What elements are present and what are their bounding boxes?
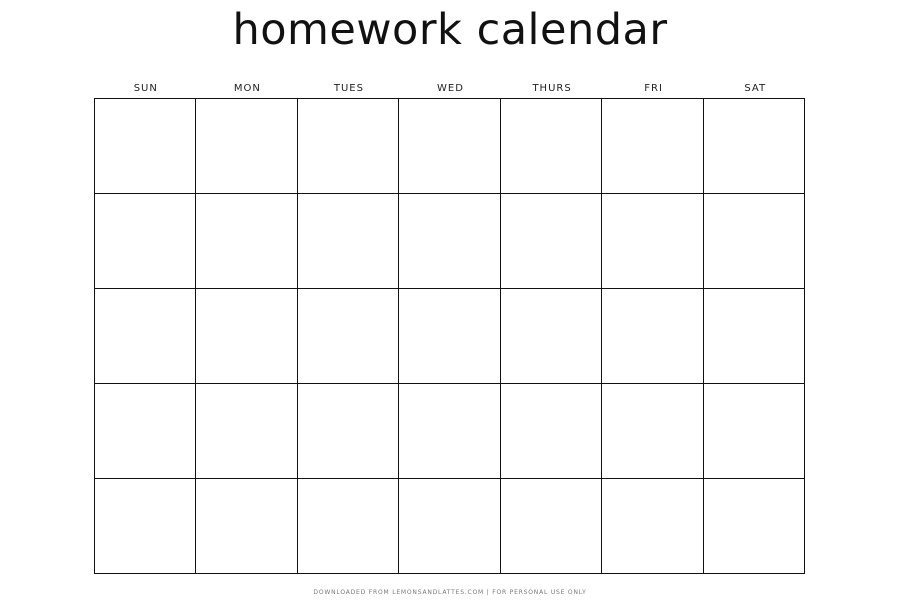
calendar-cell-wed-week-4 [399,384,500,479]
calendar-grid [94,98,805,574]
calendar-cell-fri-week-2 [602,194,703,289]
calendar-cell-sun-week-4 [95,384,196,479]
calendar-cell-sat-week-3 [704,289,805,384]
calendar-cell-wed-week-2 [399,194,500,289]
calendar-cell-tues-week-4 [298,384,399,479]
calendar-cell-fri-week-1 [602,99,703,194]
weekday-label-tues: TUES [333,83,364,94]
calendar-cell-mon-week-4 [196,384,297,479]
calendar-cell-thurs-week-2 [501,194,602,289]
weekday-label-fri: FRI [644,83,663,94]
calendar-cell-mon-week-2 [196,194,297,289]
calendar-cell-thurs-week-1 [501,99,602,194]
calendar-cell-sun-week-1 [95,99,196,194]
calendar-title: homework calendar [232,5,668,55]
weekday-label-thurs: THURS [532,83,572,94]
calendar-cell-thurs-week-5 [501,479,602,574]
calendar-cell-sat-week-2 [704,194,805,289]
calendar-cell-wed-week-1 [399,99,500,194]
calendar-cell-tues-week-3 [298,289,399,384]
calendar-cell-fri-week-5 [602,479,703,574]
calendar-cell-wed-week-3 [399,289,500,384]
calendar-cell-tues-week-1 [298,99,399,194]
calendar-cell-mon-week-1 [196,99,297,194]
weekday-label-wed: WED [437,83,464,94]
weekday-label-sat: SAT [744,83,767,94]
calendar-cell-sat-week-5 [704,479,805,574]
footer-credit: DOWNLOADED FROM LEMONSANDLATTES.COM | FOR PERSONAL USE ONLY [313,589,587,596]
calendar-cell-mon-week-5 [196,479,297,574]
weekday-label-mon: MON [233,83,261,94]
calendar-cell-wed-week-5 [399,479,500,574]
calendar-cell-sun-week-3 [95,289,196,384]
calendar-cell-mon-week-3 [196,289,297,384]
calendar-cell-tues-week-5 [298,479,399,574]
calendar-cell-thurs-week-3 [501,289,602,384]
calendar-cell-sat-week-1 [704,99,805,194]
calendar-cell-tues-week-2 [298,194,399,289]
weekday-label-sun: SUN [133,83,158,94]
calendar-cell-sun-week-2 [95,194,196,289]
calendar-cell-thurs-week-4 [501,384,602,479]
weekday-header-row [95,82,806,96]
calendar-cell-fri-week-4 [602,384,703,479]
calendar-cell-sun-week-5 [95,479,196,574]
calendar-cell-sat-week-4 [704,384,805,479]
calendar-cell-fri-week-3 [602,289,703,384]
